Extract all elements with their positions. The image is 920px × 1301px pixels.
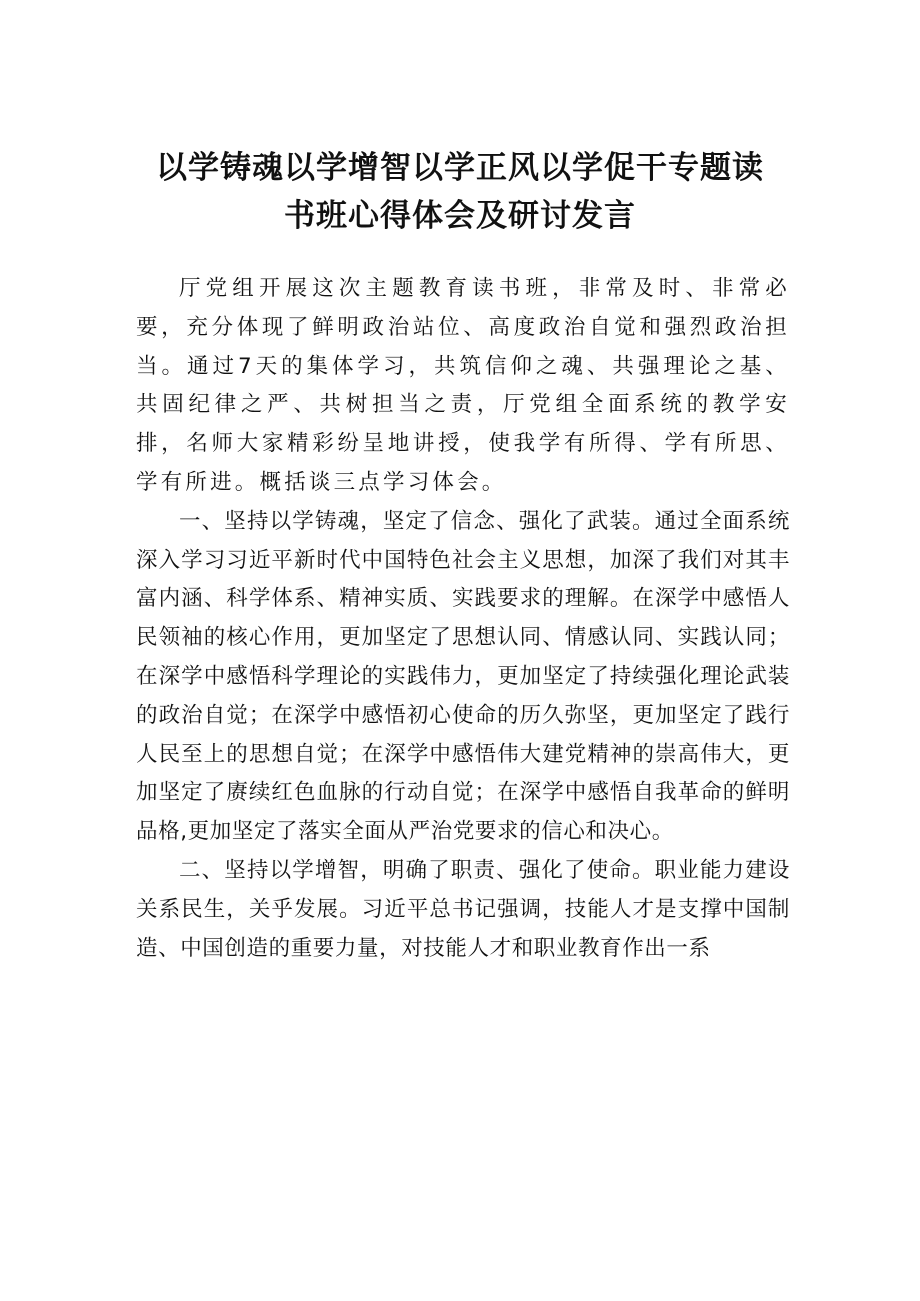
paragraph-point-one: 一、坚持以学铸魂，坚定了信念、强化了武装。通过全面系统深入学习习近平新时代中国特色社会主义思想，加深了我们对其丰富内涵、科学体系、精神实质、实践要求的理解。在深学中感悟人民领袖的核心作用，更加坚定了思想认同、情感认同、实践认同；在深学中感悟科学理论的实践伟力，更加坚定了持续强化理论武装的政治自觉；在深学中感悟初心使命的历久弥坚，更加坚定了践行人民至上的思想自觉；在深学中感悟伟大建党精神的崇高伟大，更加坚定了赓续红色血脉的行动自觉；在深学中感悟自我革命的鲜明品格,更加坚定了落实全面从严治党要求的信心和决心。 [136,508,790,845]
title-line-2: 书班心得体会及研讨发言 [284,198,636,234]
paragraph-point-two: 二、坚持以学增智，明确了职责、强化了使命。职业能力建设关系民生，关乎发展。习近平总书记强调，技能人才是支撑中国制造、中国创造的重要力量，对技能人才和职业教育作出一系 [136,857,790,961]
document-body [136,270,790,968]
title-line-1: 以学铸魂以学增智以学正风以学促干专题读 [156,150,764,186]
paragraph-intro: 厅党组开展这次主题教育读书班，非常及时、非常必要，充分体现了鲜明政治站位、高度政治自觉和强烈政治担当。通过7天的集体学习，共筑信仰之魂、共强理论之基、共固纪律之严、共树担当之责，厅党组全面系统的教学安排，名师大家精彩纷呈地讲授，使我学有所得、学有所思、学有所进。概括谈三点学习体会。 [136,276,790,495]
document-title [120,144,800,240]
